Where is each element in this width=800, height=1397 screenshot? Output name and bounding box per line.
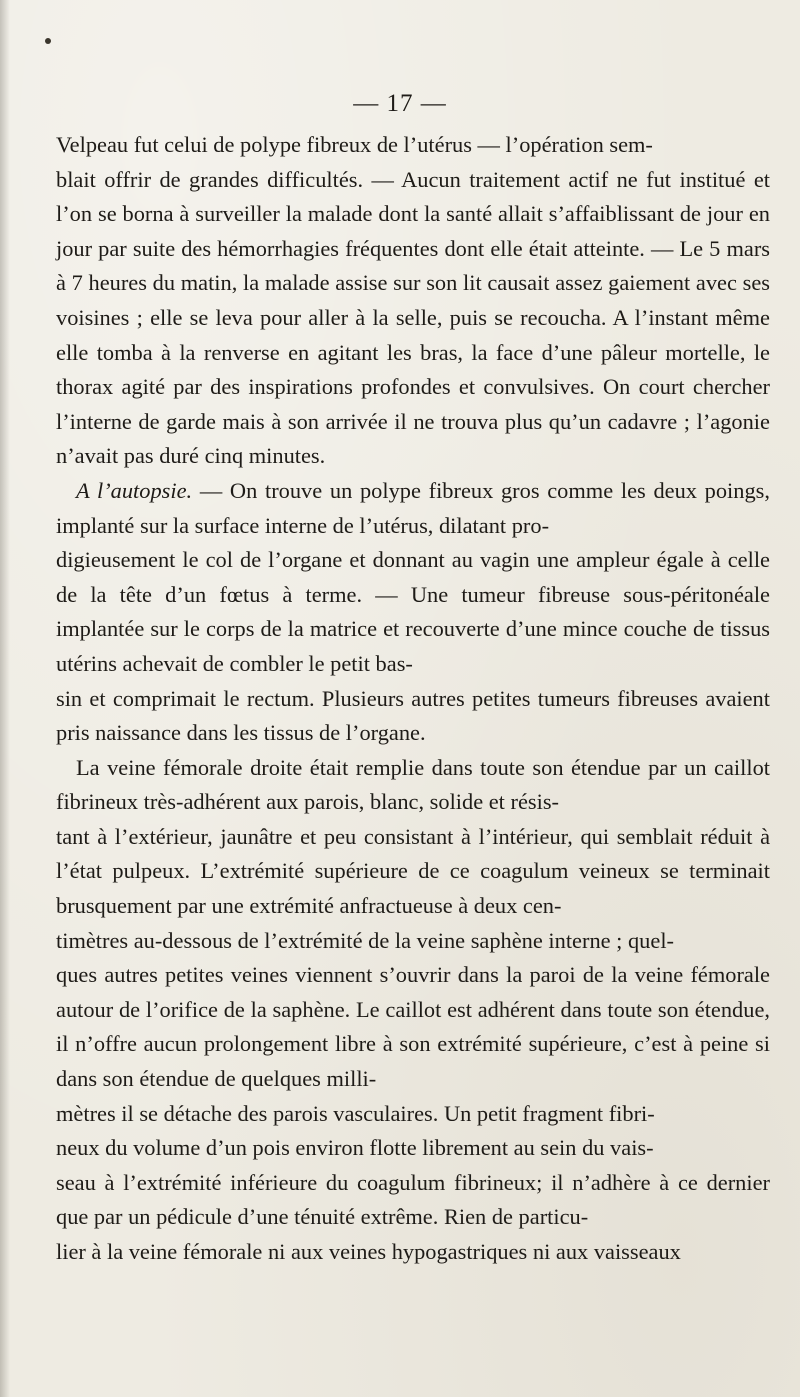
ink-speck xyxy=(45,38,51,44)
paragraph-femoral-vein xyxy=(56,751,770,1270)
text-line: renverse en agitant les bras, la face d’une pâleur mortelle, le thorax xyxy=(56,339,770,400)
text-line: d’une mince couche de tissus utérins achevait de combler le petit bas- xyxy=(56,616,771,676)
text-line: sin et comprimait le rectum. Plusieurs autres petites tumeurs fibreuses xyxy=(56,685,699,711)
text-line: neux du volume d’un pois environ flotte librement au sein du vais- xyxy=(56,1135,654,1161)
text-line: assise sur son lit causait assez gaiement avec ses voisines ; elle se leva xyxy=(56,270,770,330)
text-line: supérieure, c’est à peine si dans son étendue de quelques milli- xyxy=(56,1031,770,1092)
text-line: s’affaiblissant de jour en jour par suite des hémorrhagies fréquentes xyxy=(56,201,770,261)
text-line: institué et l’on se borna à surveiller la malade dont la santé allait xyxy=(56,166,770,227)
text-line: dernier que par un pédicule d’une ténuité extrême. Rien de particu- xyxy=(56,1169,770,1230)
autopsy-heading: A l’autopsie. xyxy=(76,477,193,503)
paragraph-case-narrative xyxy=(56,128,770,474)
text-line: égale à celle de la tête d’un fœtus à terme. — Une tumeur fibreuse xyxy=(56,547,770,607)
text-line: sous-péritonéale implantée sur le corps de la matrice et recouverte xyxy=(56,581,770,642)
text-line: ques autres petites veines viennent s’ouvrir dans la paroi de la veine xyxy=(56,962,684,988)
text-line: avaient pris naissance dans les tissus de l’organe. xyxy=(56,685,770,746)
text-line: digieusement le col de l’organe et donnant au vagin une ampleur xyxy=(56,547,650,573)
text-line: un caillot fibrineux très-adhérent aux parois, blanc, solide et résis- xyxy=(56,754,770,815)
text-line: timètres au-dessous de l’extrémité de la veine saphène interne ; quel- xyxy=(56,927,674,953)
text-line: l’interne de garde mais à son arrivée il ne trouva plus qu’un cadavre ; xyxy=(56,408,691,434)
text-line: pour aller à la selle, puis se recoucha. A l’instant même elle tomba à la xyxy=(56,304,770,365)
text-line: — On trouve un polype fibreux gros comme les xyxy=(192,477,646,503)
text-line: seau à l’extrémité inférieure du coagulum fibrineux; il n’adhère à ce xyxy=(56,1169,698,1195)
text-line: La veine fémorale droite était remplie dans toute son étendue par xyxy=(76,754,677,780)
text-line: fémorale autour de l’orifice de la saphène. Le caillot est adhérent dans xyxy=(56,962,770,1022)
text-line: l’agonie n’avait pas duré cinq minutes. xyxy=(56,408,770,469)
text-line: tant à l’extérieur, jaunâtre et peu consistant à l’intérieur, qui semblait xyxy=(56,823,693,849)
text-line: Velpeau fut celui de polype fibreux de l’utérus — l’opération sem- xyxy=(56,132,653,157)
text-line: toute son étendue, il n’offre aucun prolongement libre à son extrémité xyxy=(56,996,770,1057)
text-line: mètres il se détache des parois vasculaires. Un petit fragment fibri- xyxy=(56,1100,655,1126)
page-binding-shadow xyxy=(0,0,10,1397)
text-line: réduit à l’état pulpeux. L’extrémité supérieure de ce coagulum veineux xyxy=(56,823,771,884)
text-line: lier à la veine fémorale ni aux veines hypogastriques ni aux vaisseaux xyxy=(56,1239,681,1264)
paragraph-autopsy xyxy=(56,474,770,751)
page-number: — 17 — xyxy=(353,90,447,117)
body-text xyxy=(56,128,770,1270)
text-line: blait offrir de grandes difficultés. — Aucun traitement actif ne fut xyxy=(56,166,672,192)
text-line: se terminait brusquement par une extrémité anfractueuse à deux cen- xyxy=(56,858,771,919)
text-line: agité par des inspirations profondes et convulsives. On court chercher xyxy=(121,374,770,400)
text-line: dont elle était atteinte. — Le 5 mars à 7 heures du matin, la malade xyxy=(56,235,770,296)
text-line: deux poings, implanté sur la surface interne de l’utérus, dilatant pro- xyxy=(56,477,770,538)
